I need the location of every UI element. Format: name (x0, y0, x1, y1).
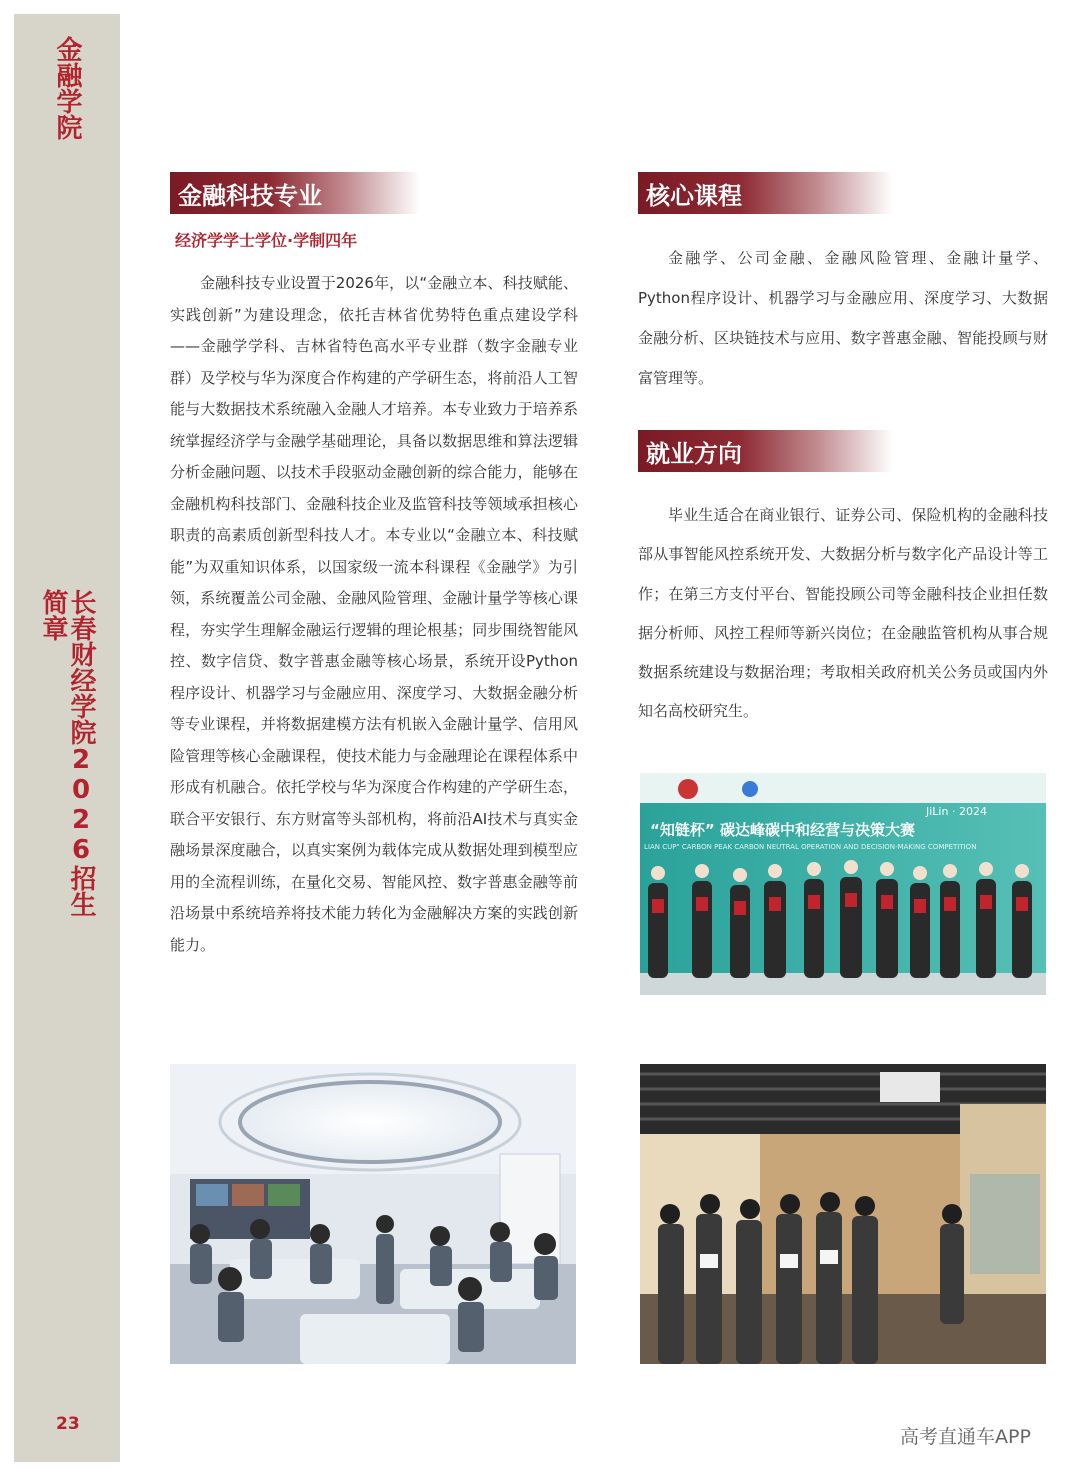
core-courses-text: 金融学、公司金融、金融风险管理、金融计量学、Python程序设计、机器学习与金融应用、深度学习、大数据金融分析、区块链技术与应用、数字普惠金融、智能投顾与财富管理等。 (638, 249, 1048, 387)
watermark: 高考直通车APP (900, 1426, 1031, 1448)
brochure-title: 长春财经学院2026招生简章 (38, 589, 96, 917)
career-text: 毕业生适合在商业银行、证券公司、保险机构的金融科技部从事智能风控系统开发、大数据分析与数字化产品设计等工作；在第三方支付平台、智能投顾公司等金融科技企业担任数据分析师、风控工程师等新兴岗位；在金融监管机构从事合规数据系统建设与数据治理；考取相关政府机关公务员或国内外知名高校研究生。 (638, 506, 1048, 721)
sidebar (14, 14, 120, 1462)
fintech-intro: 金融科技专业设置于2026年，以“金融立本、科技赋能、实践创新”为建设理念，依托吉林省优势特色重点建设学科——金融学学科、吉林省特色高水平专业群（数字金融专业群）及学校与华为深度合作构建的产学研生态，将前沿人工智能与大数据技术系统融入金融人才培养。本专业致力于培养系统掌握经济学与金融学基础理论，具备以数据思维和算法逻辑分析金融问题、以技术手段驱动金融创新的综合能力，能够在金融机构科技部门、金融科技企业及监管科技等领域承担核心职责的高素质创新型科技人才。本专业以“金融立本、科技赋能”为双重知识体系，以国家级一流本科课程《金融学》为引领，系统覆盖公司金融、金融风险管理、金融计量学等核心课程，夯实学生理解金融运行逻辑的理论根基；同步围绕智能风控、数字信贷、数字普惠金融等核心场景，系统开设Python程序设计、机器学习与金融应用、深度学习、大数据金融分析等专业课程，并将数据建模方法有机嵌入金融计量学、信用风险管理等核心金融课程，使技术能力与金融理论在课程体系中形成有机融合。依托学校与华为深度合作构建的产学研生态，联合平安银行、东方财富等头部机构，将前沿AI技术与真实金融场景深度融合，以真实案例为载体完成从数据处理到模型应用的全流程训练，在量化交易、智能风控、数字普惠金融等前沿场景中系统培养将技术能力转化为金融解决方案的实践创新能力。 (170, 274, 578, 954)
partner-logo-icon (742, 781, 758, 797)
career-heading: 就业方向 (638, 430, 893, 472)
page-number: 23 (56, 1414, 80, 1434)
banner-top: JiLin · 2024 (926, 805, 987, 818)
school-logo-icon (678, 779, 698, 799)
exhibition-photo (640, 1064, 1046, 1364)
competition-photo (640, 773, 1046, 995)
fintech-heading: 金融科技专业 (170, 172, 420, 214)
degree-subtitle: 经济学学士学位·学制四年 (175, 231, 358, 250)
college-name: 金融学院 (52, 36, 82, 140)
banner-sub: LIAN CUP" CARBON PEAK CARBON NEUTRAL OPERATION AND DECISION-MAKING COMPETITION (644, 843, 977, 851)
banner-title: “知链杯” 碳达峰碳中和经营与决策大赛 (650, 821, 915, 839)
core-courses-heading: 核心课程 (638, 172, 893, 214)
classroom-photo (170, 1064, 576, 1364)
